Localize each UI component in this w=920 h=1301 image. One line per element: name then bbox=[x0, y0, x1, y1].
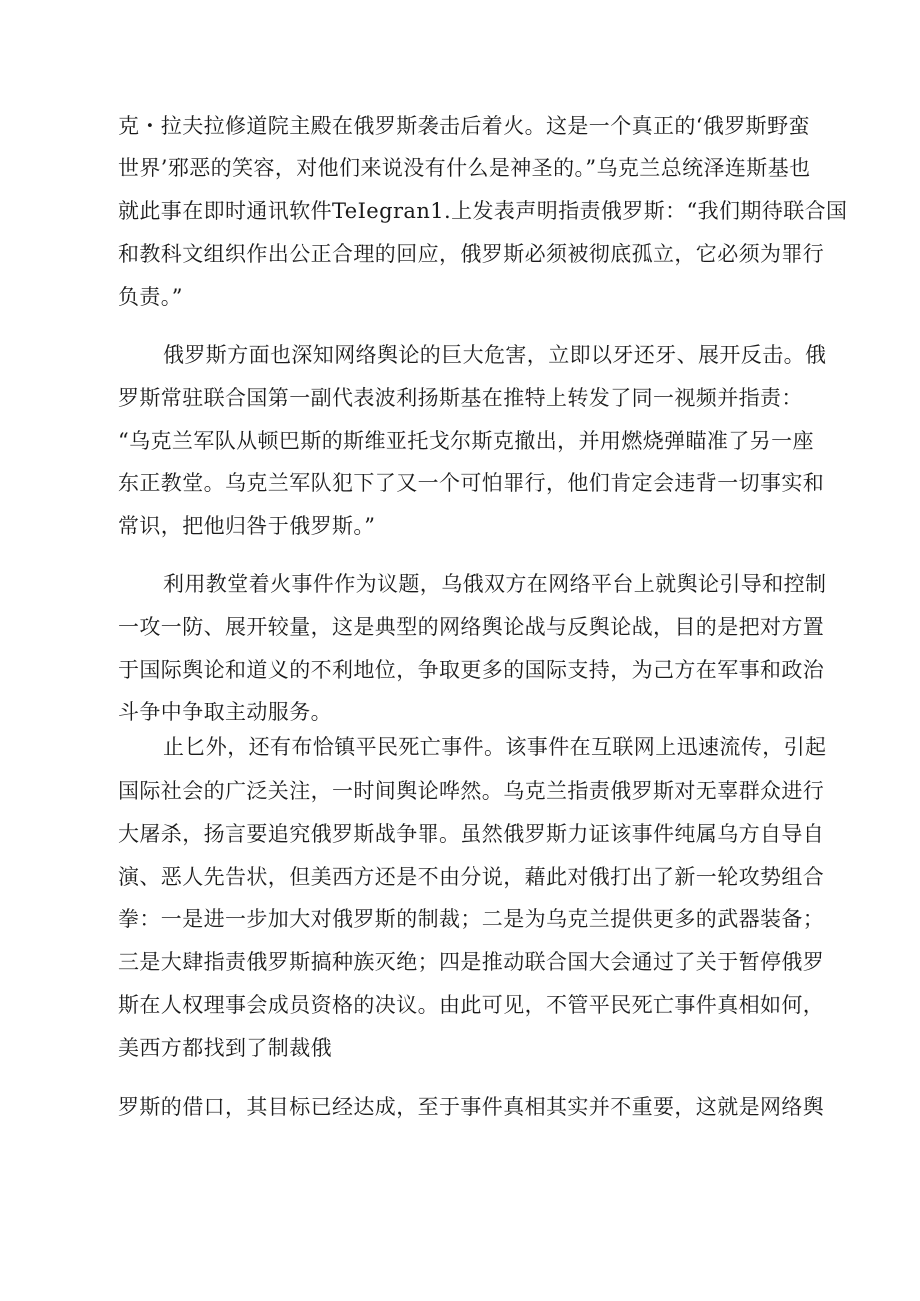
text-line: 克・拉夫拉修道院主殿在俄罗斯袭击后着火。这是一个真正的‘俄罗斯野蛮 bbox=[118, 114, 810, 138]
text-line: 一攻一防、展开较量，这是典型的网络舆论战与反舆论战，目的是把对方置 bbox=[118, 615, 825, 639]
text-line: “乌克兰军队从顿巴斯的斯维亚托戈尔斯克撤出，并用燃烧弹瞄准了另一座 bbox=[118, 429, 814, 453]
text-line: 罗斯常驻联合国第一副代表波利扬斯基在推特上转发了同一视频并指责： bbox=[118, 386, 803, 410]
text-line: 世界’邪恶的笑容，对他们来说没有什么是神圣的。”乌克兰总统泽连斯基也 bbox=[118, 156, 811, 180]
text-line: 常识，把他归咎于俄罗斯。” bbox=[118, 514, 376, 538]
text-line: 利用教堂着火事件作为议题，乌俄双方在网络平台上就舆论引导和控制 bbox=[163, 572, 827, 596]
text-line: 和教科文组织作出公正合理的回应，俄罗斯必须被彻底孤立，它必须为罪行 bbox=[118, 242, 825, 266]
text-line: 大屠杀，扬言要追究俄罗斯战争罪。虽然俄罗斯力证该事件纯属乌方自导自 bbox=[118, 822, 825, 846]
text-line: 斯在人权理事会成员资格的决议。由此可见，不管平民死亡事件真相如何， bbox=[118, 993, 825, 1017]
text-line: 于国际舆论和道义的不利地位，争取更多的国际支持，为己方在军事和政治 bbox=[118, 658, 825, 682]
text-line: 就此事在即时通讯软件TeIegran1.上发表声明指责俄罗斯：“我们期待联合国 bbox=[118, 199, 848, 223]
text-line: 止匕外，还有布恰镇平民死亡事件。该事件在互联网上迅速流传，引起 bbox=[163, 735, 827, 759]
text-line: 国际社会的广泛关注，一时间舆论哗然。乌克兰指责俄罗斯对无辜群众进行 bbox=[118, 779, 825, 803]
text-line: 负责。” bbox=[118, 285, 183, 309]
text-line: 三是大肆指责俄罗斯搞种族灭绝；四是推动联合国大会通过了关于暂停俄罗 bbox=[118, 950, 825, 974]
text-line: 东正教堂。乌克兰军队犯下了又一个可怕罪行，他们肯定会违背一切事实和 bbox=[118, 471, 825, 495]
text-line: 美西方都找到了制裁俄 bbox=[118, 1036, 332, 1060]
text-line: 罗斯的借口，其目标已经达成，至于事件真相其实并不重要，这就是网络舆 bbox=[118, 1095, 825, 1119]
text-line: 演、恶人先告状，但美西方还是不由分说，藉此对俄打出了新一轮攻势组合 bbox=[118, 865, 825, 889]
text-line: 俄罗斯方面也深知网络舆论的巨大危害，立即以牙还牙、展开反击。俄 bbox=[163, 343, 827, 367]
text-line: 拳：一是进一步加大对俄罗斯的制裁；二是为乌克兰提供更多的武器装备； bbox=[118, 907, 825, 931]
text-line: 斗争中争取主动服务。 bbox=[118, 700, 332, 724]
